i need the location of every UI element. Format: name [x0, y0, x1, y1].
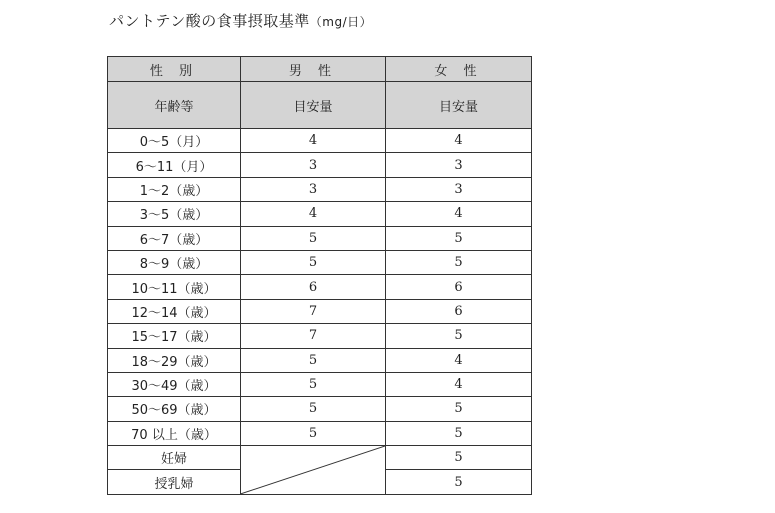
age-cell: 15～17（歳） — [108, 324, 241, 348]
female-value: 4 — [386, 202, 532, 226]
age-cell: 12～14（歳） — [108, 299, 241, 323]
male-value: 5 — [241, 397, 386, 421]
diagonal-slash — [241, 446, 385, 494]
header-male: 男 性 — [241, 57, 386, 82]
title-text: パントテン酸の食事摂取基準 — [109, 12, 310, 30]
age-cell: 3～5（歳） — [108, 202, 241, 226]
age-cell: 50～69（歳） — [108, 397, 241, 421]
header-row-measure — [108, 82, 532, 129]
header-female-measure: 目安量 — [386, 82, 532, 129]
age-cell: 70 以上（歳） — [108, 421, 241, 445]
table-row — [108, 250, 532, 274]
male-value: 5 — [241, 348, 386, 372]
male-value: 5 — [241, 250, 386, 274]
male-value: 4 — [241, 202, 386, 226]
age-cell: 6～7（歳） — [108, 226, 241, 250]
age-cell: 6～11（月） — [108, 153, 241, 177]
female-value: 5 — [386, 397, 532, 421]
age-cell: 18～29（歳） — [108, 348, 241, 372]
table-row — [108, 421, 532, 445]
age-cell: 8～9（歳） — [108, 250, 241, 274]
male-value: 5 — [241, 372, 386, 396]
table-row — [108, 372, 532, 396]
female-value: 5 — [386, 446, 532, 470]
table-row — [108, 153, 532, 177]
male-value: 5 — [241, 421, 386, 445]
header-sex: 性 別 — [108, 57, 241, 82]
table-row — [108, 275, 532, 299]
male-value: 7 — [241, 324, 386, 348]
male-value: 4 — [241, 129, 386, 153]
table-row — [108, 177, 532, 201]
table-row — [108, 324, 532, 348]
table-row-pregnant — [108, 446, 532, 470]
female-value: 3 — [386, 153, 532, 177]
male-value: 3 — [241, 153, 386, 177]
female-value: 5 — [386, 324, 532, 348]
male-value: 3 — [241, 177, 386, 201]
female-value: 3 — [386, 177, 532, 201]
female-value: 6 — [386, 299, 532, 323]
pregnant-label: 妊婦 — [108, 446, 241, 470]
female-value: 4 — [386, 348, 532, 372]
header-female: 女 性 — [386, 57, 532, 82]
female-value: 5 — [386, 470, 532, 494]
table-row — [108, 226, 532, 250]
female-value: 5 — [386, 421, 532, 445]
age-cell: 10～11（歳） — [108, 275, 241, 299]
female-value: 5 — [386, 226, 532, 250]
table-row — [108, 129, 532, 153]
intake-table — [107, 56, 532, 495]
table-row — [108, 348, 532, 372]
age-cell: 0～5（月） — [108, 129, 241, 153]
male-value: 7 — [241, 299, 386, 323]
header-male-measure: 目安量 — [241, 82, 386, 129]
male-value: 5 — [241, 226, 386, 250]
table-row — [108, 299, 532, 323]
header-age: 年齢等 — [108, 82, 241, 129]
age-cell: 1～2（歳） — [108, 177, 241, 201]
age-cell: 30～49（歳） — [108, 372, 241, 396]
title-unit: （mg/日） — [309, 15, 373, 29]
female-value: 5 — [386, 250, 532, 274]
not-applicable-cell — [241, 446, 386, 495]
female-value: 4 — [386, 129, 532, 153]
page-title — [109, 10, 372, 31]
lactating-label: 授乳婦 — [108, 470, 241, 494]
male-value: 6 — [241, 275, 386, 299]
female-value: 6 — [386, 275, 532, 299]
table-row — [108, 202, 532, 226]
header-row-sex — [108, 57, 532, 82]
table-row — [108, 397, 532, 421]
female-value: 4 — [386, 372, 532, 396]
